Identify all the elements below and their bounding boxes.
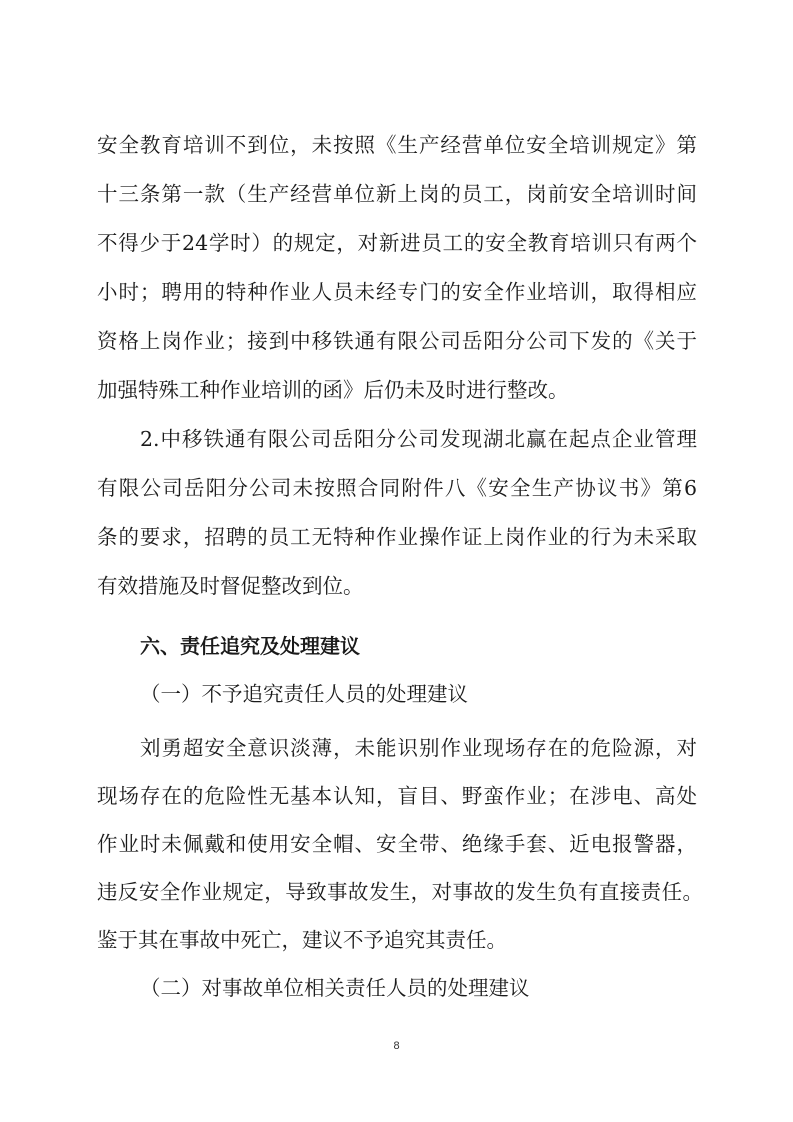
line-text: 有限公司岳阳分公司未按照合同附件八《安全生产协议书》第6 xyxy=(97,476,697,500)
line-text: 作业时未佩戴和使用安全帽、安全带、绝缘手套、近电报警器， xyxy=(97,832,697,856)
paragraph-line-4 xyxy=(0,274,793,310)
line-text: 小时；聘用的特种作业人员未经专门的安全作业培训，取得相应 xyxy=(97,280,697,304)
paragraph-line-13 xyxy=(0,826,793,862)
paragraph-line-9 xyxy=(0,519,793,555)
line-text: 不得少于24学时）的规定，对新进员工的安全教育培训只有两个 xyxy=(97,231,697,255)
section-heading-text: 六、责任追究及处理建议 xyxy=(140,634,360,658)
line-text: 现场存在的危险性无基本认知，盲目、野蛮作业；在涉电、高处 xyxy=(97,784,697,808)
paragraph-line-7 xyxy=(0,421,793,457)
paragraph-line-2 xyxy=(0,176,793,212)
paragraph-line-11 xyxy=(0,730,793,766)
line-text: 加强特殊工种作业培训的函》后仍未及时进行整改。 xyxy=(97,378,569,402)
paragraph-line-5 xyxy=(0,323,793,359)
subsection-heading-text: （二）对事故单位相关责任人员的处理建议 xyxy=(140,976,530,1000)
paragraph-line-10 xyxy=(0,568,793,604)
paragraph-line-1 xyxy=(0,127,793,163)
subsection-heading-text: （一）不予追究责任人员的处理建议 xyxy=(140,682,468,706)
line-text: 违反安全作业规定，导致事故发生，对事故的发生负有直接责任。 xyxy=(97,880,703,904)
paragraph-line-12 xyxy=(0,778,793,814)
line-text: 安全教育培训不到位，未按照《生产经营单位安全培训规定》第 xyxy=(97,133,697,157)
paragraph-line-3 xyxy=(0,225,793,261)
paragraph-line-14 xyxy=(0,874,793,910)
line-text: 刘勇超安全意识淡薄，未能识别作业现场存在的危险源，对 xyxy=(140,736,697,760)
paragraph-line-8 xyxy=(0,470,793,506)
page-number: 8 xyxy=(393,1040,400,1052)
line-text: 十三条第一款（生产经营单位新上岗的员工，岗前安全培训时间 xyxy=(97,182,697,206)
section-heading xyxy=(0,628,793,664)
paragraph-line-15 xyxy=(0,922,793,958)
line-text: 有效措施及时督促整改到位。 xyxy=(97,574,364,598)
subsection-heading-1 xyxy=(0,676,793,712)
line-text: 条的要求，招聘的员工无特种作业操作证上岗作业的行为未采取 xyxy=(97,525,697,549)
paragraph-line-6 xyxy=(0,372,793,408)
subsection-heading-2 xyxy=(0,970,793,1006)
line-text: 鉴于其在事故中死亡，建议不予追究其责任。 xyxy=(97,928,507,952)
line-text: 2.中移铁通有限公司岳阳分公司发现湖北赢在起点企业管理 xyxy=(140,427,697,451)
line-text: 资格上岗作业；接到中移铁通有限公司岳阳分公司下发的《关于 xyxy=(97,329,697,353)
